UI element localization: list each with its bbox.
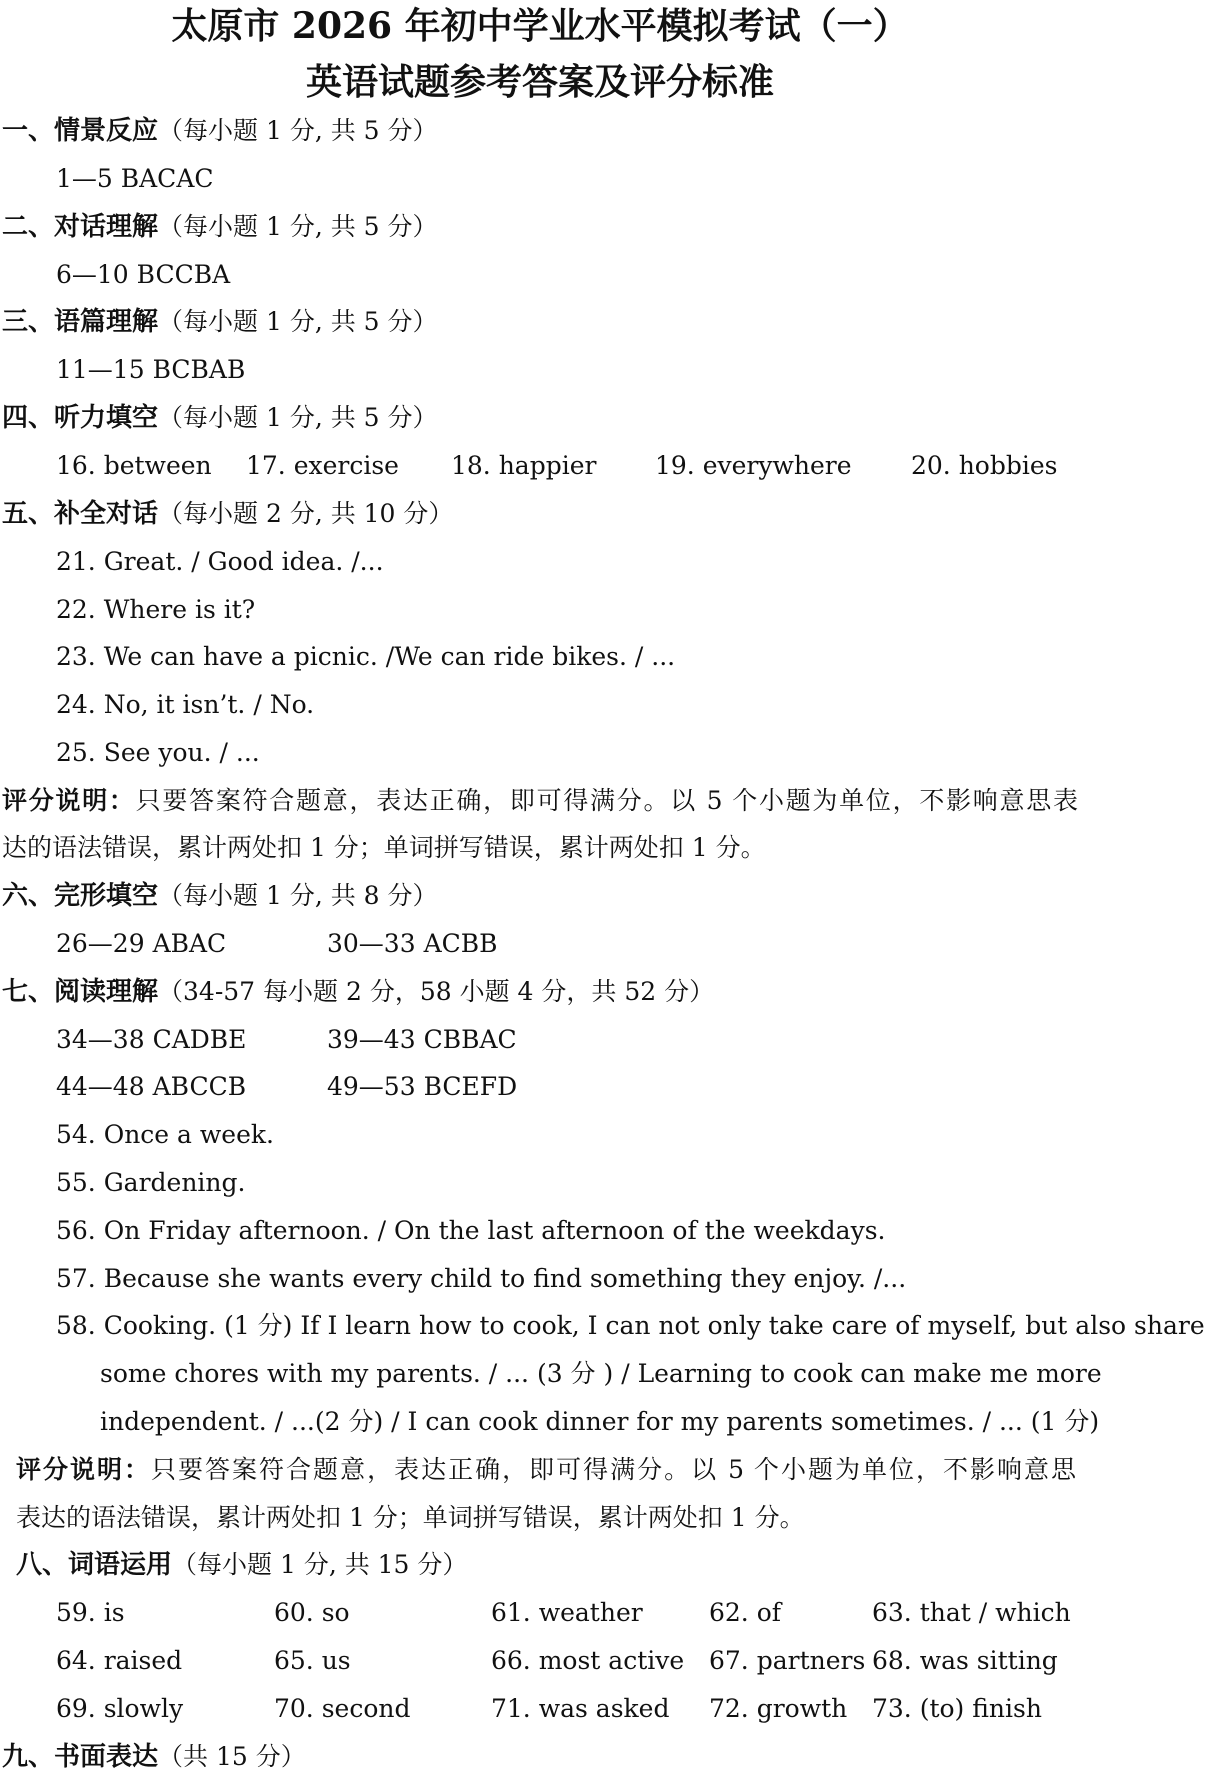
word-usage-row — [0, 1589, 1080, 1637]
answer-item: 44—48 ABCCB — [56, 1072, 247, 1101]
scoring-note-text: 只要答案符合题意，表达正确，即可得满分。以 5 个小题为单位，不影响意思表 — [135, 786, 1078, 815]
scoring-note — [16, 1446, 1076, 1494]
section-9-heading — [2, 1733, 306, 1781]
answer-item: 18. happier — [451, 451, 597, 480]
section-title: 六、完形填空 — [2, 881, 159, 911]
section-title: 三、语篇理解 — [2, 307, 159, 337]
answer-item: 64. raised — [56, 1646, 183, 1675]
answer-item: 65. us — [274, 1646, 351, 1675]
answer-item: 70. second — [274, 1694, 411, 1723]
answer-item: 67. partners — [709, 1646, 866, 1675]
answer-item: 25. See you. / ... — [56, 738, 260, 767]
document-title: 太原市 2026 年初中学业水平模拟考试（一） — [171, 5, 909, 47]
answer-item: 63. that / which — [872, 1598, 1071, 1627]
answer-item: 23. We can have a picnic. /We can ride bikes. / ... — [56, 642, 676, 671]
scoring-note — [2, 777, 1078, 825]
answer-item-58-continued: some chores with my parents. / ... (3 分 ) / Learning to cook can make me more — [100, 1359, 1102, 1388]
section-points: （每小题 1 分, 共 5 分） — [158, 116, 438, 145]
section-title: 一、情景反应 — [2, 116, 159, 146]
scoring-note-continued: 表达的语法错误，累计两处扣 1 分；单词拼写错误，累计两处扣 1 分。 — [16, 1503, 805, 1532]
answer-item: 30—33 ACBB — [327, 929, 498, 958]
section-points: （每小题 1 分, 共 8 分） — [158, 881, 438, 910]
answer-item: 72. growth — [709, 1694, 848, 1723]
section-7-answers-row — [0, 1063, 1080, 1111]
answer-item: 24. No, it isn’t. / No. — [56, 690, 315, 719]
answer-item: 22. Where is it? — [56, 595, 256, 624]
answer-item: 16. between — [56, 451, 212, 480]
answer-item: 60. so — [274, 1598, 350, 1627]
answer-item: 68. was sitting — [872, 1646, 1058, 1675]
section-1-answer: 1—5 BACAC — [56, 164, 214, 193]
scoring-note-label: 评分说明： — [16, 1455, 152, 1484]
section-title: 八、词语运用 — [16, 1550, 173, 1580]
section-points: （每小题 1 分, 共 5 分） — [158, 403, 438, 432]
section-points: （34-57 每小题 2 分，58 小题 4 分，共 52 分） — [158, 977, 715, 1006]
word-usage-row — [0, 1637, 1080, 1685]
section-title: 二、对话理解 — [2, 212, 159, 242]
answer-item: 55. Gardening. — [56, 1168, 246, 1197]
section-points: （每小题 1 分, 共 15 分） — [172, 1550, 468, 1579]
answer-item: 59. is — [56, 1598, 125, 1627]
section-title: 四、听力填空 — [2, 403, 159, 433]
section-1-heading — [2, 107, 438, 155]
answer-item: 49—53 BCEFD — [327, 1072, 518, 1101]
section-8-heading — [16, 1541, 467, 1589]
answer-item-58: 58. Cooking. (1 分) If I learn how to cook, I can not only take care of myself, but also share — [56, 1311, 1205, 1340]
answer-item: 20. hobbies — [911, 451, 1058, 480]
section-points: （每小题 2 分, 共 10 分） — [158, 499, 454, 528]
answer-item: 69. slowly — [56, 1694, 184, 1723]
answer-item-58-continued: independent. / ...(2 分) / I can cook dinner for my parents sometimes. / ... (1 分) — [100, 1407, 1100, 1436]
answer-item: 61. weather — [491, 1598, 643, 1627]
section-points: （共 15 分） — [158, 1742, 306, 1771]
answer-item: 39—43 CBBAC — [327, 1025, 517, 1054]
answer-item: 71. was asked — [491, 1694, 670, 1723]
section-7-answers-row — [0, 1016, 1080, 1064]
section-points: （每小题 1 分, 共 5 分） — [158, 212, 438, 241]
section-title: 七、阅读理解 — [2, 977, 159, 1007]
section-title: 五、补全对话 — [2, 499, 159, 529]
answer-item: 66. most active — [491, 1646, 685, 1675]
word-usage-row — [0, 1685, 1080, 1733]
section-6-heading — [2, 872, 438, 920]
scoring-note-label: 评分说明： — [2, 786, 136, 815]
answer-item: 21. Great. / Good idea. /... — [56, 547, 384, 576]
answer-item: 17. exercise — [246, 451, 399, 480]
section-5-heading — [2, 490, 453, 538]
section-6-answers — [0, 920, 1080, 968]
answer-item: 62. of — [709, 1598, 782, 1627]
answer-item: 73. (to) finish — [872, 1694, 1042, 1723]
section-2-heading — [2, 203, 438, 251]
section-4-heading — [2, 394, 438, 442]
scoring-note-continued: 达的语法错误，累计两处扣 1 分；单词拼写错误，累计两处扣 1 分。 — [2, 833, 766, 862]
section-3-heading — [2, 298, 438, 346]
section-4-answers — [0, 442, 1080, 490]
section-7-heading — [2, 968, 714, 1016]
answer-item: 26—29 ABAC — [56, 929, 227, 958]
answer-item: 57. Because she wants every child to find something they enjoy. /... — [56, 1264, 907, 1293]
answer-item: 34—38 CADBE — [56, 1025, 247, 1054]
section-3-answer: 11—15 BCBAB — [56, 355, 246, 384]
answer-item: 56. On Friday afternoon. / On the last afternoon of the weekdays. — [56, 1216, 886, 1245]
answer-item: 54. Once a week. — [56, 1120, 274, 1149]
answer-item: 19. everywhere — [655, 451, 852, 480]
section-2-answer: 6—10 BCCBA — [56, 260, 231, 289]
section-title: 九、书面表达 — [2, 1742, 159, 1772]
scoring-note-text: 只要答案符合题意，表达正确，即可得满分。以 5 个小题为单位，不影响意思 — [151, 1455, 1076, 1484]
section-points: （每小题 1 分, 共 5 分） — [158, 307, 438, 336]
document-subtitle: 英语试题参考答案及评分标准 — [305, 61, 774, 103]
